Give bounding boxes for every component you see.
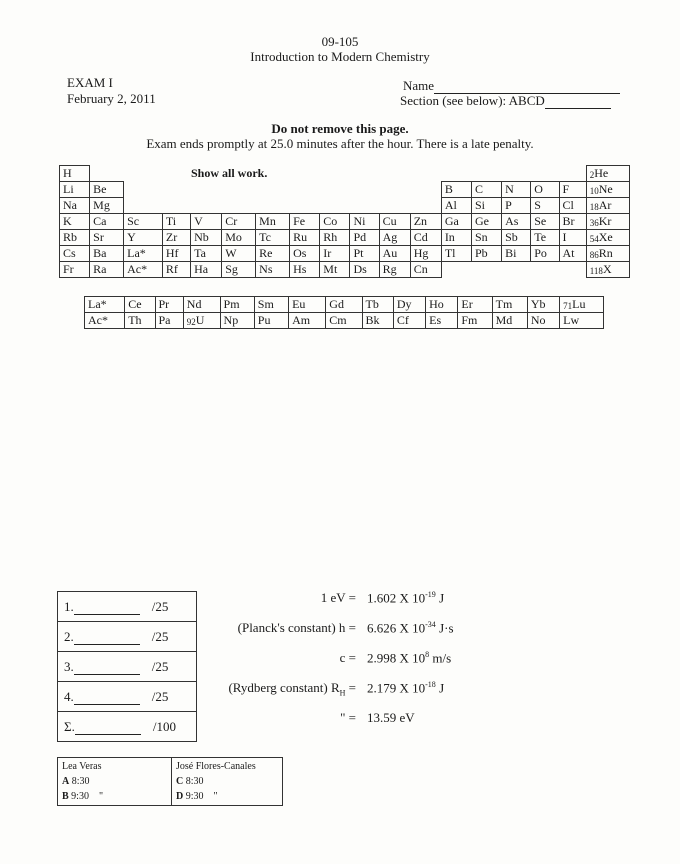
element-cell: Cn [410,262,441,278]
element-cell: At [559,246,586,262]
element-cell: Pr [155,297,183,313]
element-cell: Cf [393,313,425,329]
constant-name: c = [339,650,356,665]
element-cell: Ta [191,246,222,262]
atomic-number: 54 [589,234,599,244]
element-cell: Au [379,246,410,262]
f-block-row [85,313,604,329]
element-cell: Sr [90,230,124,246]
element-cell: Ru [290,230,320,246]
empty-cell [191,182,222,198]
element-cell: F [559,182,586,198]
element-cell: Li [60,182,90,198]
grade-row [58,652,197,682]
empty-cell [256,166,290,182]
element-cell: Sn [471,230,501,246]
max-score: /25 [151,688,169,704]
element-cell: Zn [410,214,441,230]
element-cell: Ge [471,214,501,230]
instructor-right [172,758,283,806]
element-cell [586,246,629,262]
element-cell: C [471,182,501,198]
element-symbol: Ar [598,198,612,212]
f-block-table [84,296,604,329]
ditto-mark: " [98,791,104,802]
element-cell: Ir [320,246,350,262]
atomic-number: 118 [589,266,603,276]
grade-row [58,622,197,652]
element-cell: Ns [256,262,290,278]
question-number: 2. [64,628,74,644]
max-score: /25 [151,598,169,614]
element-cell: H [60,166,90,182]
element-cell: Cr [222,214,256,230]
score-line[interactable] [74,674,140,675]
empty-cell [124,198,163,214]
empty-cell [222,198,256,214]
atomic-number: 71 [563,301,573,311]
element-cell: Tc [256,230,290,246]
element-symbol: Ne [598,182,613,196]
constant-value: 2.998 X $10^8$ m/s [367,650,452,666]
element-cell: Mn [256,214,290,230]
section-b-time: 9:30 [71,791,89,802]
element-cell: Am [289,313,326,329]
grade-cell[interactable] [58,622,197,652]
element-cell: P [502,198,531,214]
constant-name: (Rydberg constant) $R_H$ = [228,680,356,698]
empty-cell [222,166,256,182]
element-cell: Ds [350,262,379,278]
empty-cell [320,182,350,198]
max-score: /25 [151,658,169,674]
periodic-row [60,246,630,262]
element-cell: K [60,214,90,230]
element-cell: La* [124,246,163,262]
element-cell: Rg [379,262,410,278]
element-cell [586,262,629,278]
element-cell: Rf [162,262,190,278]
empty-cell [162,182,190,198]
instructor-left-name: Lea Veras [62,761,102,772]
element-symbol: U [195,313,205,327]
show-work-text: Show all work. [191,166,268,180]
element-cell: Th [125,313,155,329]
element-cell: Te [531,230,559,246]
max-score: /100 [152,718,176,734]
empty-cell [350,182,379,198]
grade-cell[interactable] [58,592,197,622]
element-cell [586,198,629,214]
empty-cell [379,182,410,198]
grade-row [58,712,197,742]
element-cell: Ho [426,297,458,313]
element-cell: Ac* [124,262,163,278]
element-cell: S [531,198,559,214]
element-cell: Md [492,313,527,329]
empty-cell [191,198,222,214]
empty-cell [124,182,163,198]
element-cell: Pu [254,313,288,329]
empty-cell [441,262,471,278]
element-cell: Na [60,198,90,214]
element-cell: Yb [527,297,559,313]
element-cell: Nd [183,297,220,313]
empty-cell [350,198,379,214]
element-cell [586,182,629,198]
element-cell: O [531,182,559,198]
section-b: B [62,791,69,802]
element-cell [183,313,220,329]
exam-date: February 2, 2011 [67,91,156,106]
ditto-mark: " [213,791,218,802]
grade-row [58,592,197,622]
element-cell: Fm [458,313,492,329]
periodic-row [60,214,630,230]
atomic-number: 36 [589,218,599,228]
empty-cell [320,198,350,214]
instructions-text: Exam ends promptly at 25.0 minutes after the hour. There is a late penalty. [146,136,534,151]
element-cell: Si [471,198,501,214]
element-cell [586,166,629,182]
empty-cell [90,166,124,182]
empty-cell [290,182,320,198]
grade-table [57,591,197,742]
score-line[interactable] [74,614,140,615]
periodic-row [60,182,630,198]
name-label: Name [403,78,435,93]
instructor-left [58,758,172,806]
grade-row [58,682,197,712]
element-symbol: Lu [572,297,586,311]
f-block-row [85,297,604,313]
section-label: Section (see below): ABCD [400,93,545,108]
element-cell [586,230,629,246]
section-line[interactable] [545,108,611,109]
course-title: Introduction to Modern Chemistry [250,49,430,64]
element-cell: Sm [254,297,288,313]
element-cell: Co [320,214,350,230]
empty-cell [471,166,501,182]
element-cell: Ag [379,230,410,246]
empty-cell [471,262,501,278]
element-symbol: Xe [598,230,613,244]
element-cell: Bk [362,313,393,329]
element-cell: Hg [410,246,441,262]
question-number: 1. [64,598,74,614]
score-line[interactable] [75,734,141,735]
element-cell: Tm [492,297,527,313]
atomic-number: 92 [186,317,196,327]
element-cell: Po [531,246,559,262]
constant-value: 6.626 X $10^{-34}$ J·s [367,620,454,636]
element-cell: Pt [350,246,379,262]
element-cell: Nb [191,230,222,246]
question-number: Σ. [64,718,75,734]
empty-cell [320,166,350,182]
question-number: 4. [64,688,74,704]
element-cell: W [222,246,256,262]
element-cell: Tl [441,246,471,262]
instructor-table [57,757,283,806]
element-cell: Cm [326,313,362,329]
element-cell: Eu [289,297,326,313]
element-cell: Bi [502,246,531,262]
element-cell: Rb [60,230,90,246]
element-cell: Ra [90,262,124,278]
element-cell: Ni [350,214,379,230]
element-cell: As [502,214,531,230]
element-cell: No [527,313,559,329]
element-cell: Np [220,313,254,329]
element-cell: Ti [162,214,190,230]
element-cell: Se [531,214,559,230]
element-cell: Tb [362,297,393,313]
constant-name: " = [340,710,356,725]
element-cell: Sb [502,230,531,246]
empty-cell [559,166,586,182]
score-line[interactable] [74,704,140,705]
name-field[interactable] [403,78,620,94]
element-cell: Cl [559,198,586,214]
element-symbol: Rn [598,246,613,260]
element-cell: Ha [191,262,222,278]
instructor-right-name: José Flores-Canales [176,761,256,772]
element-cell: Ga [441,214,471,230]
atomic-number: 10 [589,186,599,196]
element-cell: Mg [90,198,124,214]
element-cell: Al [441,198,471,214]
element-cell: In [441,230,471,246]
empty-cell [559,262,586,278]
element-symbol: He [594,166,609,180]
empty-cell [410,166,441,182]
section-c: C [176,776,184,787]
constant-name: 1 eV = [320,590,356,605]
empty-cell [191,166,222,182]
empty-cell [531,262,559,278]
element-cell: Dy [393,297,425,313]
element-cell: Gd [326,297,362,313]
constant-value: 1.602 X $10^{-19}$ J [367,590,445,606]
element-cell: Er [458,297,492,313]
element-cell: Pb [471,246,501,262]
constant-value: 13.59 eV [367,710,415,725]
max-score: /25 [151,628,169,644]
empty-cell [222,182,256,198]
section-d-time: 9:30 [185,791,204,802]
section-field[interactable] [400,93,611,109]
grade-cell[interactable] [58,652,197,682]
empty-cell [162,166,190,182]
element-cell: I [559,230,586,246]
element-cell [560,297,604,313]
element-cell: Fe [290,214,320,230]
element-cell: Cu [379,214,410,230]
periodic-row [60,166,630,182]
element-cell: Sg [222,262,256,278]
score-line[interactable] [74,644,140,645]
element-cell: Es [426,313,458,329]
empty-cell [441,166,471,182]
element-cell: Cs [60,246,90,262]
section-c-time: 8:30 [185,776,204,787]
section-d: D [176,791,184,802]
empty-cell [290,166,320,182]
question-number: 3. [64,658,74,674]
empty-cell [124,166,163,182]
empty-cell [379,198,410,214]
constant-name: (Planck's constant) h = [237,620,356,635]
element-cell: Rh [320,230,350,246]
periodic-table [59,165,630,278]
empty-cell [290,198,320,214]
element-cell: Cd [410,230,441,246]
element-cell: Ce [125,297,155,313]
empty-cell [256,198,290,214]
element-cell: Pm [220,297,254,313]
section-a: A [62,776,70,787]
grade-cell[interactable] [58,712,197,742]
element-cell: Ac* [85,313,125,329]
element-cell: Ba [90,246,124,262]
element-cell: Re [256,246,290,262]
element-cell: Mo [222,230,256,246]
element-cell: Mt [320,262,350,278]
element-cell: Pa [155,313,183,329]
element-cell: Sc [124,214,163,230]
section-a-time: 8:30 [71,776,90,787]
empty-cell [531,166,559,182]
empty-cell [410,198,441,214]
atomic-number: 2 [589,170,595,180]
periodic-row [60,230,630,246]
empty-cell [256,182,290,198]
element-symbol: X [602,262,612,276]
element-cell: B [441,182,471,198]
periodic-row [60,262,630,278]
periodic-row [60,198,630,214]
atomic-number: 86 [589,250,599,260]
element-symbol: Kr [598,214,612,228]
course-number: 09-105 [321,34,359,49]
element-cell: Ca [90,214,124,230]
empty-cell [502,166,531,182]
empty-cell [379,166,410,182]
empty-cell [162,198,190,214]
grade-cell[interactable] [58,682,197,712]
element-cell: Zr [162,230,190,246]
exam-title: EXAM I [67,75,113,90]
element-cell: La* [85,297,125,313]
element-cell [586,214,629,230]
element-cell: Be [90,182,124,198]
empty-cell [502,262,531,278]
empty-cell [410,182,441,198]
element-cell: Y [124,230,163,246]
element-cell: Hs [290,262,320,278]
element-cell: Lw [560,313,604,329]
constant-value: 2.179 X $10^{-18}$ J [367,680,445,696]
element-cell: Fr [60,262,90,278]
empty-cell [350,166,379,182]
element-cell: Os [290,246,320,262]
element-cell: N [502,182,531,198]
element-cell: Br [559,214,586,230]
element-cell: V [191,214,222,230]
element-cell: Hf [162,246,190,262]
atomic-number: 18 [589,202,599,212]
element-cell: Pd [350,230,379,246]
warning-text: Do not remove this page. [271,121,409,136]
